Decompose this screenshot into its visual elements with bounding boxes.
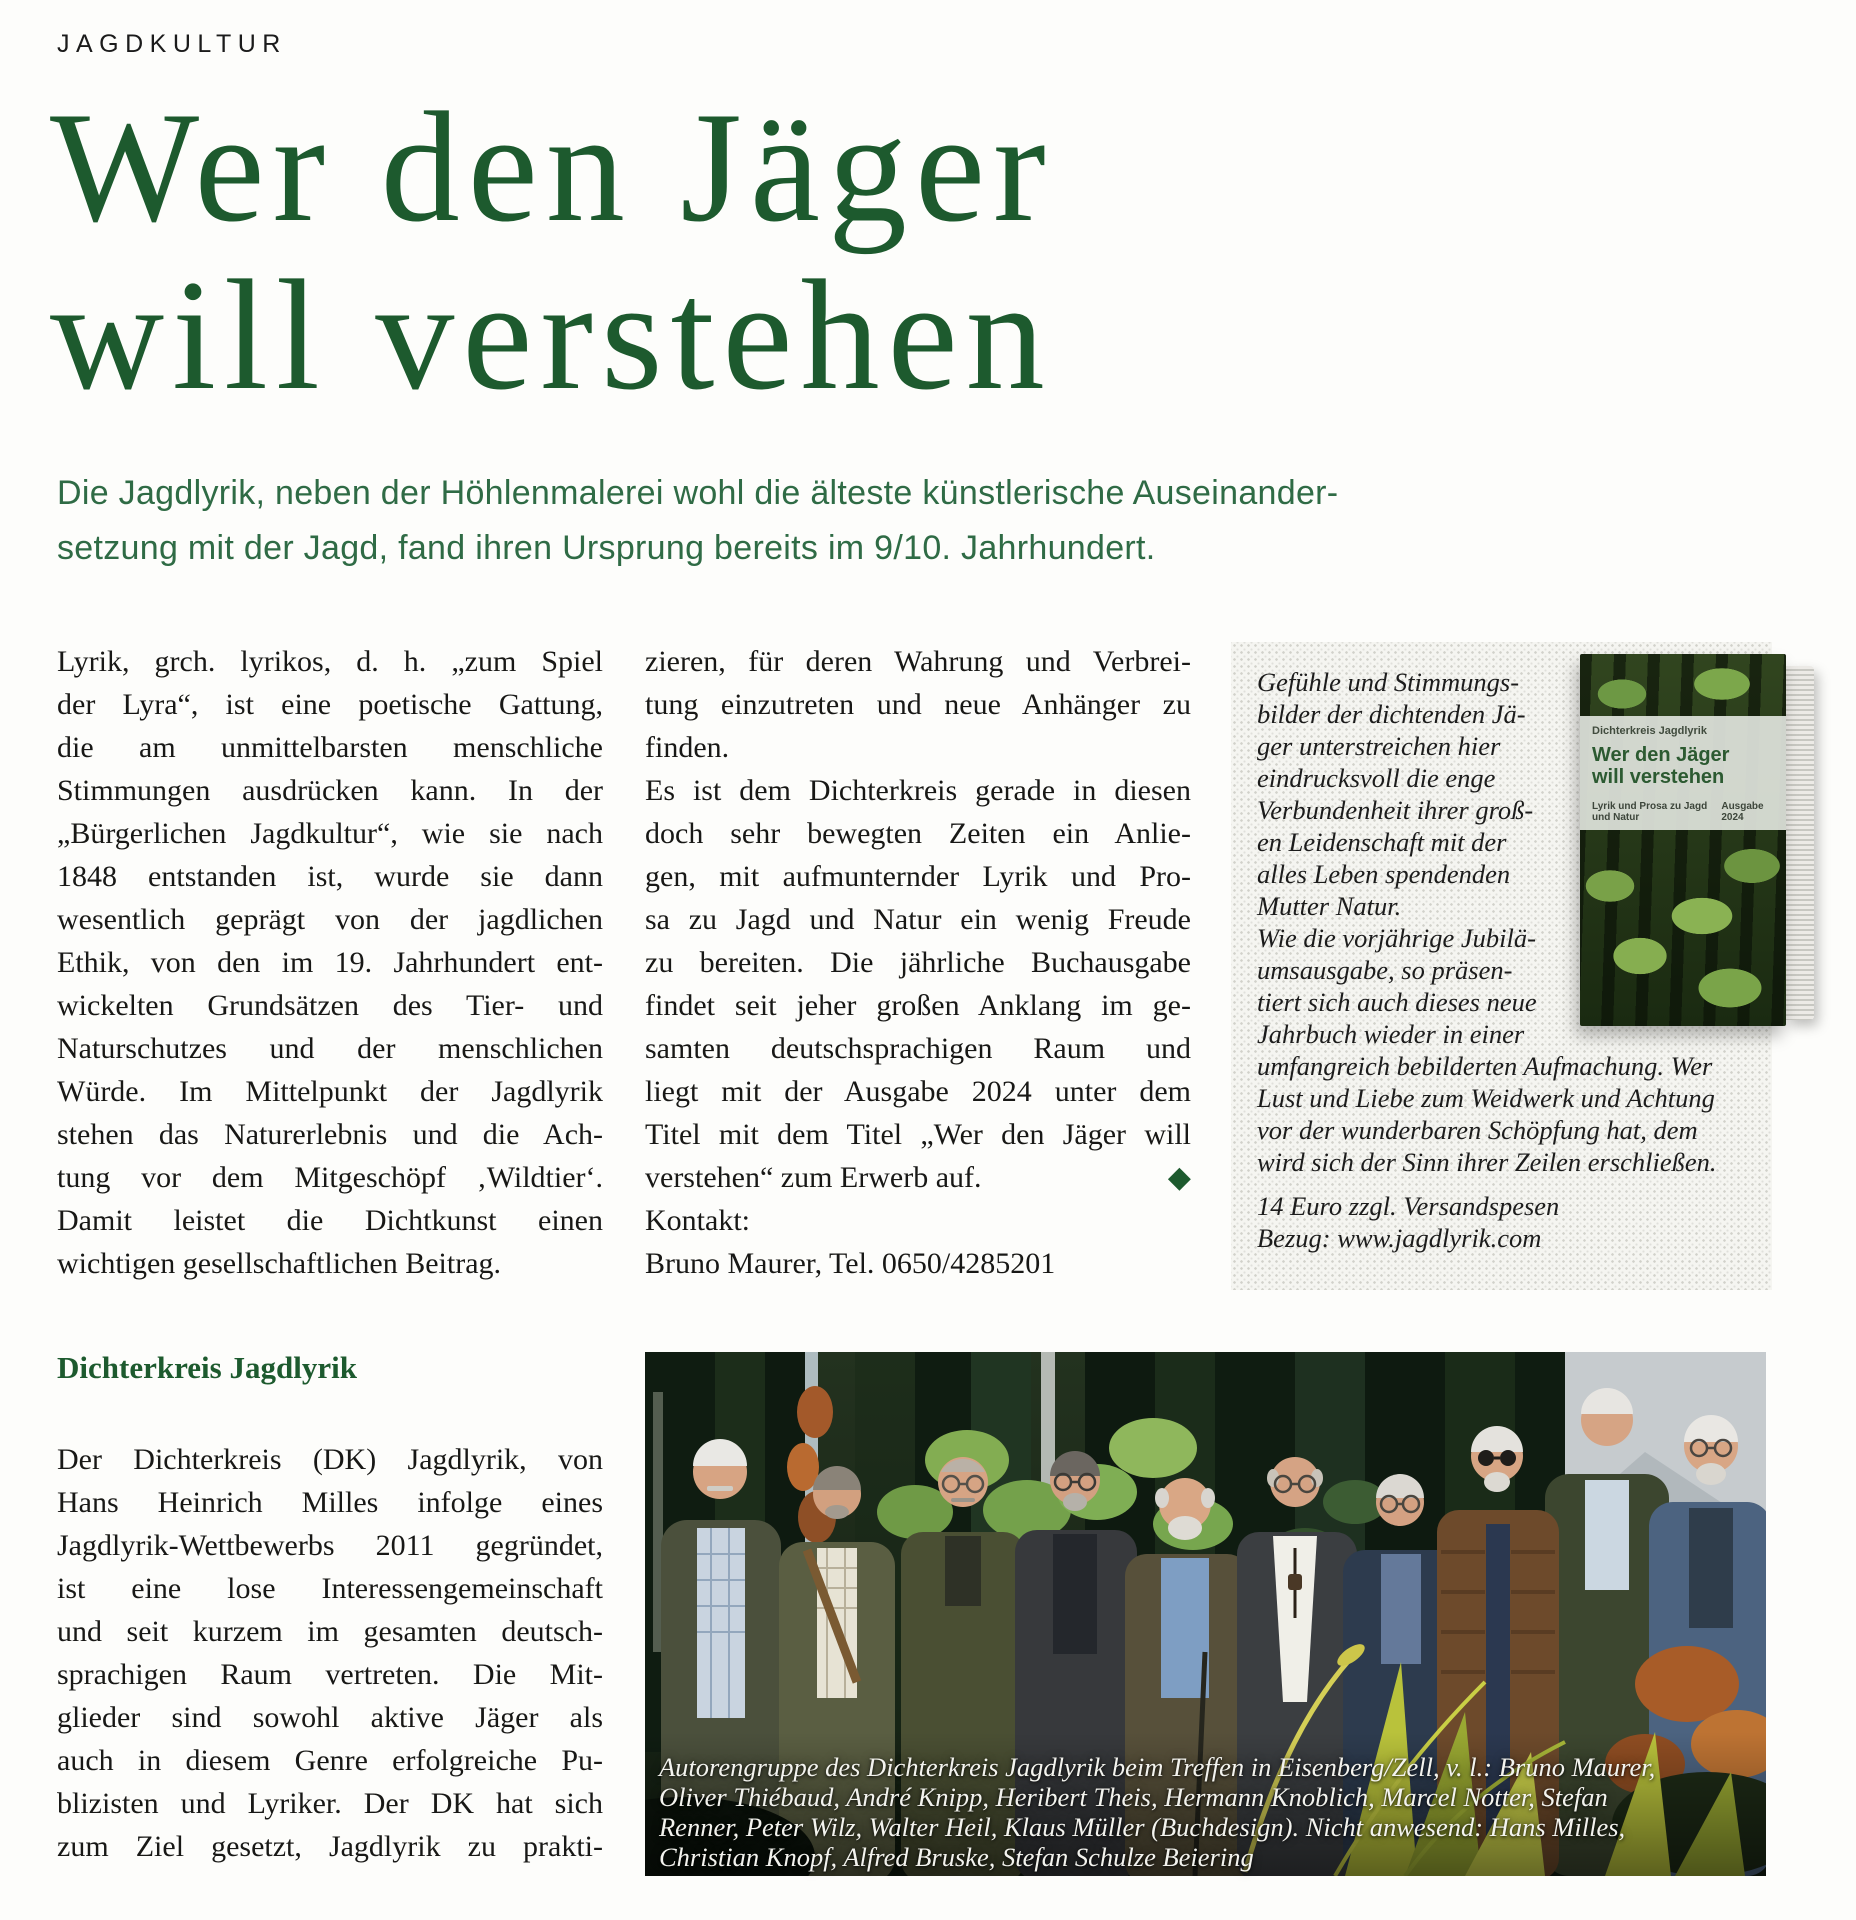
sidebar-text-line: eindrucksvoll die enge — [1257, 763, 1496, 793]
body-text-line: 1848 entstanden ist, wurde sie dann — [57, 860, 603, 893]
sidebar-text-line: umfangreich bebilderten Aufmachung. Wer — [1257, 1051, 1713, 1081]
body-text-line: Würde. Im Mittelpunkt der Jagdlyrik — [57, 1075, 603, 1108]
contact-block — [645, 1199, 1191, 1285]
book-cover-title-band — [1580, 716, 1786, 830]
body-text-line: glieder sind sowohl aktive Jäger als — [57, 1701, 603, 1734]
photo-caption-line: Christian Knopf, Alfred Bruske, Stefan Schulze Beiering — [659, 1842, 1254, 1872]
sidebar-text-line: Mutter Natur. — [1257, 891, 1402, 921]
sidebar-wide-lines — [1257, 1050, 1751, 1178]
body-column-2-paragraph-1 — [645, 640, 1191, 769]
sidebar-price-line: 14 Euro zzgl. Versandspesen — [1257, 1191, 1560, 1221]
body-text-line: wesentlich geprägt von der jagdlichen — [57, 903, 603, 936]
body-text-line: findet seit jeher großen Anklang im ge- — [645, 989, 1191, 1022]
book-front-cover — [1580, 654, 1786, 1026]
sidebar-narrow-lines — [1257, 666, 1577, 1050]
photo-caption-line: Autorengruppe des Dichterkreis Jagdlyrik beim Treffen in Eisenberg/Zell, v. l.: Bruno Maurer, — [659, 1752, 1656, 1782]
sidebar-text-line: en Leidenschaft mit der — [1257, 827, 1507, 857]
sidebar-text-line: Jahrbuch wieder in einer — [1257, 1019, 1525, 1049]
body-text-line: zum Ziel gesetzt, Jagdlyrik zu prakti- — [57, 1830, 603, 1863]
sidebar-price-lines — [1257, 1190, 1751, 1254]
book-subtitle: Lyrik und Prosa zu Jagd und Natur — [1592, 801, 1708, 823]
article-headline — [50, 80, 1750, 423]
body-text-line: sprachigen Raum vertreten. Die Mit- — [57, 1658, 603, 1691]
body-text-line: liegt mit der Ausgabe 2024 unter dem — [645, 1075, 1191, 1108]
book-title-line-1: Wer den Jäger — [1592, 744, 1730, 766]
body-column-2-paragraph-2 — [645, 769, 1191, 1156]
body-text-line: die am unmittelbarsten menschliche — [57, 731, 603, 764]
article-end-diamond-icon: ◆ — [1167, 1161, 1191, 1194]
body-text-line: Es ist dem Dichterkreis gerade in diesen — [645, 774, 1191, 807]
photo-caption-line: Renner, Peter Wilz, Walter Heil, Klaus Müller (Buchdesign). Nicht anwesend: Hans Milles, — [659, 1812, 1626, 1842]
photo-caption-line: Oliver Thiébaud, André Knipp, Heribert Theis, Hermann Knoblich, Marcel Notter, Stefan — [659, 1782, 1608, 1812]
book-meta-row — [1592, 801, 1774, 823]
photo-caption — [659, 1752, 1749, 1872]
sidebar-text-line: Lust und Liebe zum Weidwerk und Achtung — [1257, 1083, 1715, 1113]
book-publisher: Dichterkreis Jagdlyrik — [1592, 725, 1707, 737]
contact-line: Bruno Maurer, Tel. 0650/4285201 — [645, 1247, 1056, 1280]
deck-line-1: Die Jagdlyrik, neben der Höhlenmalerei wohl die älteste künstlerische Auseinander- — [57, 474, 1339, 512]
body-text-line: ist eine lose Interessengemeinschaft — [57, 1572, 603, 1605]
sidebar-text-line: umsausgabe, so präsen- — [1257, 955, 1513, 985]
body-text-line: Damit leistet die Dichtkunst einen — [57, 1204, 603, 1237]
body-column-1-paragraph-1 — [57, 640, 603, 1285]
body-text-line: Ethik, von den im 19. Jahrhundert ent- — [57, 946, 603, 979]
body-text-line: blizisten und Lyriker. Der DK hat sich — [57, 1787, 603, 1820]
book-edition: Ausgabe 2024 — [1721, 801, 1764, 823]
body-column-1-paragraph-2 — [57, 1438, 603, 1868]
sidebar-text-line: vor der wunderbaren Schöpfung hat, dem — [1257, 1115, 1698, 1145]
body-text-line: Naturschutzes und der menschlichen — [57, 1032, 603, 1065]
headline-line-1: Wer den Jäger — [50, 80, 1054, 255]
sidebar-text-line: Gefühle und Stimmungs- — [1257, 667, 1520, 697]
sidebar-text-line: tiert sich auch dieses neue — [1257, 987, 1537, 1017]
sidebar-text-line: alles Leben spendenden — [1257, 859, 1511, 889]
body-text-line: zieren, für deren Wahrung und Verbrei- — [645, 645, 1191, 678]
body-text-line: tung einzutreten und neue Anhänger zu — [645, 688, 1191, 721]
body-text-line: Lyrik, grch. lyrikos, d. h. „zum Spiel — [57, 645, 603, 678]
body-column-2 — [645, 640, 1191, 1285]
sidebar-text-line: bilder der dichtenden Jä- — [1257, 699, 1526, 729]
sidebar-text-line: Wie die vorjährige Jubilä- — [1257, 923, 1536, 953]
body-text-line: sa zu Jagd und Natur ein wenig Freude — [645, 903, 1191, 936]
body-text-line: verstehen“ zum Erwerb auf. — [645, 1161, 982, 1194]
body-text-line: Stimmungen ausdrücken kann. In der — [57, 774, 603, 807]
body-text-line: gen, mit aufmunternder Lyrik und Pro- — [645, 860, 1191, 893]
body-text-line: „Bürgerlichen Jagdkultur“, wie sie nach — [57, 817, 603, 850]
article-deck — [57, 466, 1807, 576]
book-title — [1592, 744, 1774, 788]
body-text-line: der Lyra“, ist eine poetische Gattung, — [57, 688, 603, 721]
subheading-dichterkreis: Dichterkreis Jagdlyrik — [57, 1350, 357, 1385]
section-kicker: JAGDKULTUR — [57, 30, 287, 58]
body-text-line: Titel mit dem Titel „Wer den Jäger will — [645, 1118, 1191, 1151]
sidebar-text-line: wird sich der Sinn ihrer Zeilen erschließen. — [1257, 1147, 1717, 1177]
body-text-line: stehen das Naturerlebnis und die Ach- — [57, 1118, 603, 1151]
sidebar-price-line: Bezug: www.jagdlyrik.com — [1257, 1223, 1542, 1253]
body-text-line: finden. — [645, 731, 730, 764]
body-text-line: zu bereiten. Die jährliche Buchausgabe — [645, 946, 1191, 979]
sidebar-text-line: Verbundenheit ihrer groß- — [1257, 795, 1534, 825]
body-text-last-line — [645, 1156, 1191, 1199]
book-cover-mockup — [1580, 654, 1814, 1032]
headline-line-2: will verstehen — [50, 248, 1053, 423]
body-text-line: Jagdlyrik-Wettbewerbs 2011 gegründet, — [57, 1529, 603, 1562]
body-text-line: doch sehr bewegten Zeiten ein Anlie- — [645, 817, 1191, 850]
body-text-line: auch in diesem Genre erfolgreiche Pu- — [57, 1744, 603, 1777]
body-text-line: Der Dichterkreis (DK) Jagdlyrik, von — [57, 1443, 603, 1476]
book-pages-edge — [1786, 666, 1814, 1020]
body-text-line: und seit kurzem im gesamten deutsch- — [57, 1615, 603, 1648]
body-text-line: samten deutschsprachigen Raum und — [645, 1032, 1191, 1065]
book-title-line-2: will verstehen — [1592, 766, 1725, 788]
deck-line-2: setzung mit der Jagd, fand ihren Ursprung bereits im 9/10. Jahrhundert. — [57, 529, 1156, 567]
body-text-line: wickelten Grundsätzen des Tier- und — [57, 989, 603, 1022]
sidebar-text-line: ger unterstreichen hier — [1257, 731, 1501, 761]
body-text-line: wichtigen gesellschaftlichen Beitrag. — [57, 1247, 502, 1280]
body-text-line: tung vor dem Mitgeschöpf ‚Wildtier‘. — [57, 1161, 603, 1194]
contact-line: Kontakt: — [645, 1204, 750, 1237]
group-photo — [645, 1352, 1766, 1876]
body-text-line: Hans Heinrich Milles infolge eines — [57, 1486, 603, 1519]
